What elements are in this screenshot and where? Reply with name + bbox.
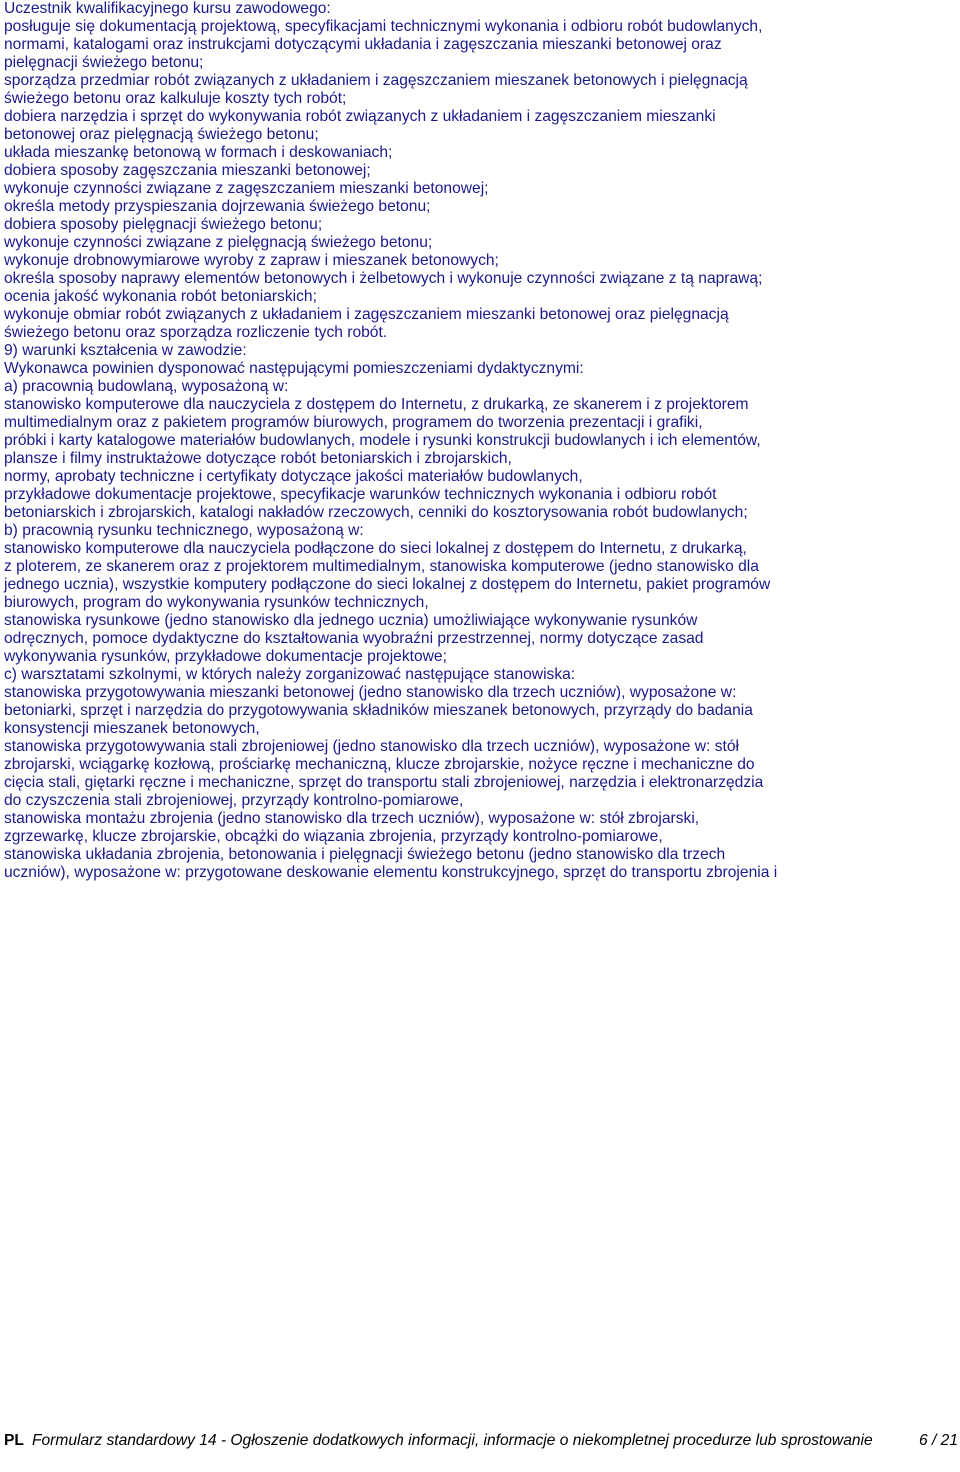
page-number: 6 / 21 (918, 1432, 958, 1449)
text-line: zgrzewarkę, klucze zbrojarskie, obcążki do wiązania zbrojenia, przyrządy kontrolno-pomiarowe, (4, 828, 663, 845)
text-line: stanowiska rysunkowe (jedno stanowisko dla jednego ucznia) umożliwiające wykonywanie rysunków (4, 612, 698, 629)
text-line: odręcznych, pomoce dydaktyczne do kształtowania wyobraźni przestrzennej, normy dotyczące zasad (4, 630, 704, 647)
text-line: betoniarki, sprzęt i narzędzia do przygotowywania składników mieszanek betonowych, przyrządy do badania (4, 702, 753, 719)
text-line: świeżego betonu oraz sporządza rozliczenie tych robót. (4, 324, 388, 341)
text-line: multimedialnym oraz z pakietem programów biurowych, programem do tworzenia prezentacji i grafiki, (4, 414, 703, 431)
text-line: przykładowe dokumentacje projektowe, specyfikacje warunków technicznych wykonania i odbioru robót (4, 486, 717, 503)
text-line: wykonuje czynności związane z pielęgnacją świeżego betonu; (4, 234, 433, 251)
text-line: a) pracownią budowlaną, wyposażoną w: (4, 378, 289, 395)
text-line: b) pracownią rysunku technicznego, wyposażoną w: (4, 522, 364, 539)
text-line: cięcia stali, giętarki ręczne i mechaniczne, sprzęt do transportu stali zbrojeniowej, narzędzia i elektronarzędzia (4, 774, 764, 791)
text-line: stanowiska układania zbrojenia, betonowania i pielęgnacji świeżego betonu (jedno stanowisko dla trzech (4, 846, 726, 863)
text-line: posługuje się dokumentacją projektową, specyfikacjami technicznymi wykonania i odbioru robót budowlanych, (4, 18, 763, 35)
text-line: 9) warunki kształcenia w zawodzie: (4, 342, 247, 359)
text-line: zbrojarski, wciągarkę kozłową, prościarkę mechaniczną, klucze zbrojarskie, nożyce ręczne i mechaniczne do (4, 756, 755, 773)
text-line: dobiera narzędzia i sprzęt do wykonywania robót związanych z układaniem i zagęszczaniem mieszanki (4, 108, 716, 125)
text-line: stanowiska przygotowywania mieszanki betonowej (jedno stanowisko dla trzech uczniów), wyposażone w: (4, 684, 737, 701)
text-line: określa metody przyspieszania dojrzewania świeżego betonu; (4, 198, 431, 215)
text-line: betonowej oraz pielęgnacją świeżego betonu; (4, 126, 319, 143)
text-line: betoniarskich i zbrojarskich, katalogi nakładów rzeczowych, cenniki do kosztorysowania robót budowlanych; (4, 504, 748, 521)
text-line: normami, katalogami oraz instrukcjami dotyczącymi układania i zagęszczania mieszanki betonowej oraz (4, 36, 722, 53)
text-line: stanowisko komputerowe dla nauczyciela z dostępem do Internetu, z drukarką, ze skanerem i z projektorem (4, 396, 749, 413)
text-line: Uczestnik kwalifikacyjnego kursu zawodowego: (4, 0, 331, 17)
text-line: Wykonawca powinien dysponować następującymi pomieszczeniami dydaktycznymi: (4, 360, 584, 377)
text-line: stanowiska przygotowywania stali zbrojeniowej (jedno stanowisko dla trzech uczniów), wyposażone w: stół (4, 738, 739, 755)
text-line: konsystencji mieszanek betonowych, (4, 720, 260, 737)
text-line: uczniów), wyposażone w: przygotowane deskowanie elementu konstrukcyjnego, sprzęt do transportu zbrojenia i (4, 864, 778, 881)
page-footer (4, 1432, 958, 1450)
text-line: świeżego betonu oraz kalkuluje koszty tych robót; (4, 90, 347, 107)
text-line: wykonuje drobnowymiarowe wyroby z zapraw i mieszanek betonowych; (4, 252, 499, 269)
text-line: do czyszczenia stali zbrojeniowej, przyrządy kontrolno-pomiarowe, (4, 792, 464, 809)
language-code: PL (4, 1432, 24, 1449)
text-line: układa mieszankę betonową w formach i deskowaniach; (4, 144, 393, 161)
text-line: wykonuje obmiar robót związanych z układaniem i zagęszczaniem mieszanki betonowej oraz pielęgnacją (4, 306, 729, 323)
text-line: sporządza przedmiar robót związanych z układaniem i zagęszczaniem mieszanek betonowych i pielęgnacją (4, 72, 748, 89)
text-line: stanowisko komputerowe dla nauczyciela podłączone do sieci lokalnej z dostępem do Internetu, z drukarką, (4, 540, 747, 557)
text-line: plansze i filmy instruktażowe dotyczące robót betoniarskich i zbrojarskich, (4, 450, 512, 467)
text-line: jednego ucznia), wszystkie komputery podłączone do sieci lokalnej z dostępem do Internetu, pakiet programów (4, 576, 771, 593)
form-title: Formularz standardowy 14 - Ogłoszenie dodatkowych informacji, informacje o niekompletnej procedurze lub sprostowanie (31, 1432, 873, 1449)
text-line: stanowiska montażu zbrojenia (jedno stanowisko dla trzech uczniów), wyposażone w: stół zbrojarski, (4, 810, 700, 827)
text-line: wykonuje czynności związane z zagęszczaniem mieszanki betonowej; (4, 180, 489, 197)
text-line: dobiera sposoby zagęszczania mieszanki betonowej; (4, 162, 371, 179)
text-line: określa sposoby naprawy elementów betonowych i żelbetowych i wykonuje czynności związane z tą naprawą; (4, 270, 763, 287)
text-line: próbki i karty katalogowe materiałów budowlanych, modele i rysunki konstrukcji budowlanych i ich elementów, (4, 432, 761, 449)
document-body (4, 0, 958, 882)
text-line: z ploterem, ze skanerem oraz z projektorem multimedialnym, stanowiska komputerowe (jedno stanowisko dla (4, 558, 759, 575)
text-line: dobiera sposoby pielęgnacji świeżego betonu; (4, 216, 323, 233)
text-line: normy, aprobaty techniczne i certyfikaty dotyczące jakości materiałów budowlanych, (4, 468, 583, 485)
text-line: c) warsztatami szkolnymi, w których należy zorganizować następujące stanowiska: (4, 666, 576, 683)
text-line: biurowych, program do wykonywania rysunków technicznych, (4, 594, 429, 611)
text-line: ocenia jakość wykonania robót betoniarskich; (4, 288, 317, 305)
text-line: pielęgnacji świeżego betonu; (4, 54, 204, 71)
text-line: wykonywania rysunków, przykładowe dokumentacje projektowe; (4, 648, 447, 665)
